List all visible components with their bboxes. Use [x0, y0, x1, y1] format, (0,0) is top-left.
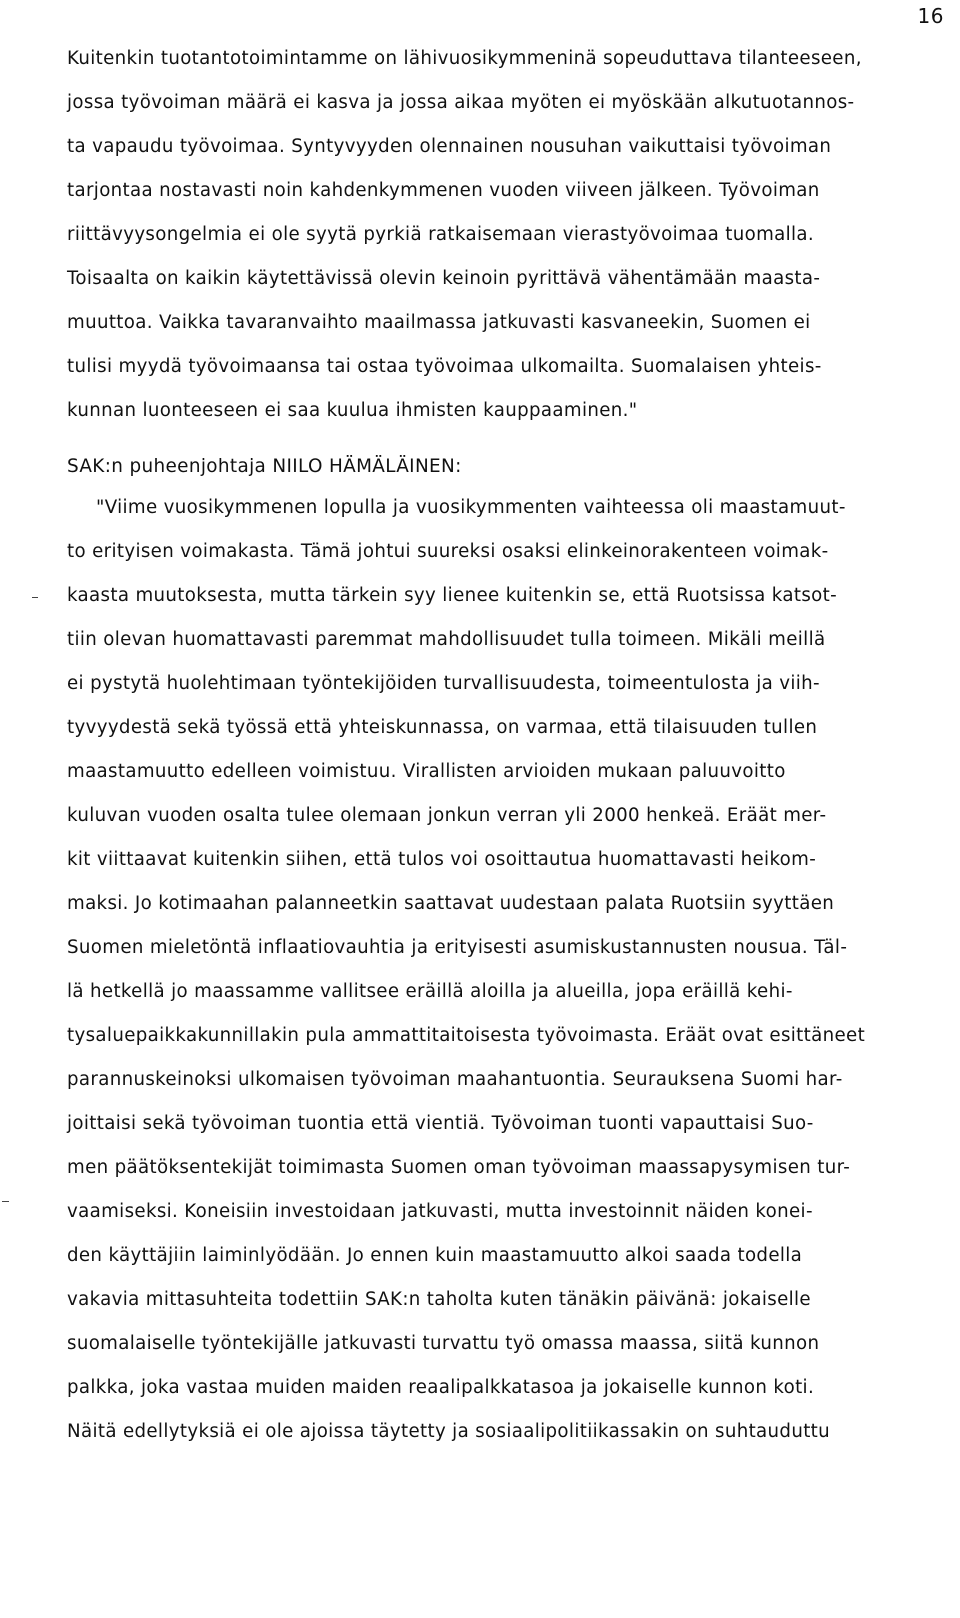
text-line: tyvyydestä sekä työssä että yhteiskunnassa, on varmaa, että tilaisuuden tullen: [67, 717, 818, 738]
text-line: kaasta muutoksesta, mutta tärkein syy lienee kuitenkin se, että Ruotsissa katsot-: [67, 585, 838, 606]
margin-mark: [2, 1201, 9, 1202]
text-line: ei pystytä huolehtimaan työntekijöiden turvallisuudesta, toimeentulosta ja viih-: [67, 673, 820, 694]
text-line: Suomen mieletöntä inflaatiovauhtia ja erityisesti asumiskustannusten nousua. Täl-: [67, 937, 848, 958]
text-line: Toisaalta on kaikin käytettävissä olevin keinoin pyrittävä vähentämään maasta-: [67, 268, 821, 289]
page-number: 16: [917, 4, 944, 28]
text-line: kit viittaavat kuitenkin siihen, että tulos voi osoittautua huomattavasti heikom-: [67, 849, 817, 870]
text-line: maksi. Jo kotimaahan palanneetkin saattavat uudestaan palata Ruotsiin syyttäen: [67, 893, 835, 914]
text-line: riittävyysongelmia ei ole syytä pyrkiä ratkaisemaan vierastyövoimaa tuomalla.: [67, 224, 815, 245]
text-line: vakavia mittasuhteita todettiin SAK:n taholta kuten tänäkin päivänä: jokaiselle: [67, 1289, 811, 1310]
text-line: jossa työvoiman määrä ei kasva ja jossa aikaa myöten ei myöskään alkutuotannos-: [67, 92, 855, 113]
margin-mark: [32, 597, 38, 598]
text-line: suomalaiselle työntekijälle jatkuvasti turvattu työ omassa maassa, siitä kunnon: [67, 1333, 820, 1354]
text-line: palkka, joka vastaa muiden maiden reaalipalkkatasoa ja jokaiselle kunnon koti.: [67, 1377, 815, 1398]
text-line: parannuskeinoksi ulkomaisen työvoiman maahantuontia. Seurauksena Suomi har-: [67, 1069, 843, 1090]
text-line: kunnan luonteeseen ei saa kuulua ihmisten kauppaaminen.": [67, 400, 638, 421]
text-line: tiin olevan huomattavasti paremmat mahdollisuudet tulla toimeen. Mikäli meillä: [67, 629, 826, 650]
text-line: ta vapaudu työvoimaa. Syntyvyyden olennainen nousuhan vaikuttaisi työvoiman: [67, 136, 832, 157]
text-line: maastamuutto edelleen voimistuu. Virallisten arvioiden mukaan paluuvoitto: [67, 761, 786, 782]
text-line: joittaisi sekä työvoiman tuontia että vientiä. Työvoiman tuonti vapauttaisi Suo-: [67, 1113, 814, 1134]
text-line: muuttoa. Vaikka tavaranvaihto maailmassa jatkuvasti kasvaneekin, Suomen ei: [67, 312, 811, 333]
speaker-heading: SAK:n puheenjohtaja NIILO HÄMÄLÄINEN:: [67, 456, 462, 477]
text-line: Näitä edellytyksiä ei ole ajoissa täytetty ja sosiaalipolitiikassakin on suhtauduttu: [67, 1421, 831, 1442]
text-line: kuluvan vuoden osalta tulee olemaan jonkun verran yli 2000 henkeä. Eräät mer-: [67, 805, 827, 826]
text-line: tarjontaa nostavasti noin kahdenkymmenen vuoden viiveen jälkeen. Työvoiman: [67, 180, 820, 201]
text-line: tulisi myydä työvoimaansa tai ostaa työvoimaa ulkomailta. Suomalaisen yhteis-: [67, 356, 822, 377]
text-line: den käyttäjiin laiminlyödään. Jo ennen kuin maastamuutto alkoi saada todella: [67, 1245, 803, 1266]
text-line: lä hetkellä jo maassamme vallitsee eräillä aloilla ja alueilla, jopa eräillä kehi-: [67, 981, 793, 1002]
text-line: men päätöksentekijät toimimasta Suomen oman työvoiman maassapysymisen tur-: [67, 1157, 851, 1178]
text-line: Kuitenkin tuotantotoimintamme on lähivuosikymmeninä sopeuduttava tilanteeseen,: [67, 48, 862, 69]
text-line: tysaluepaikkakunnillakin pula ammattitaitoisesta työvoimasta. Eräät ovat esittäneet: [67, 1025, 866, 1046]
text-line: to erityisen voimakasta. Tämä johtui suureksi osaksi elinkeinorakenteen voimak-: [67, 541, 829, 562]
text-line: vaamiseksi. Koneisiin investoidaan jatkuvasti, mutta investoinnit näiden konei-: [67, 1201, 813, 1222]
text-line: "Viime vuosikymmenen lopulla ja vuosikymmenten vaihteessa oli maastamuut-: [96, 497, 846, 518]
